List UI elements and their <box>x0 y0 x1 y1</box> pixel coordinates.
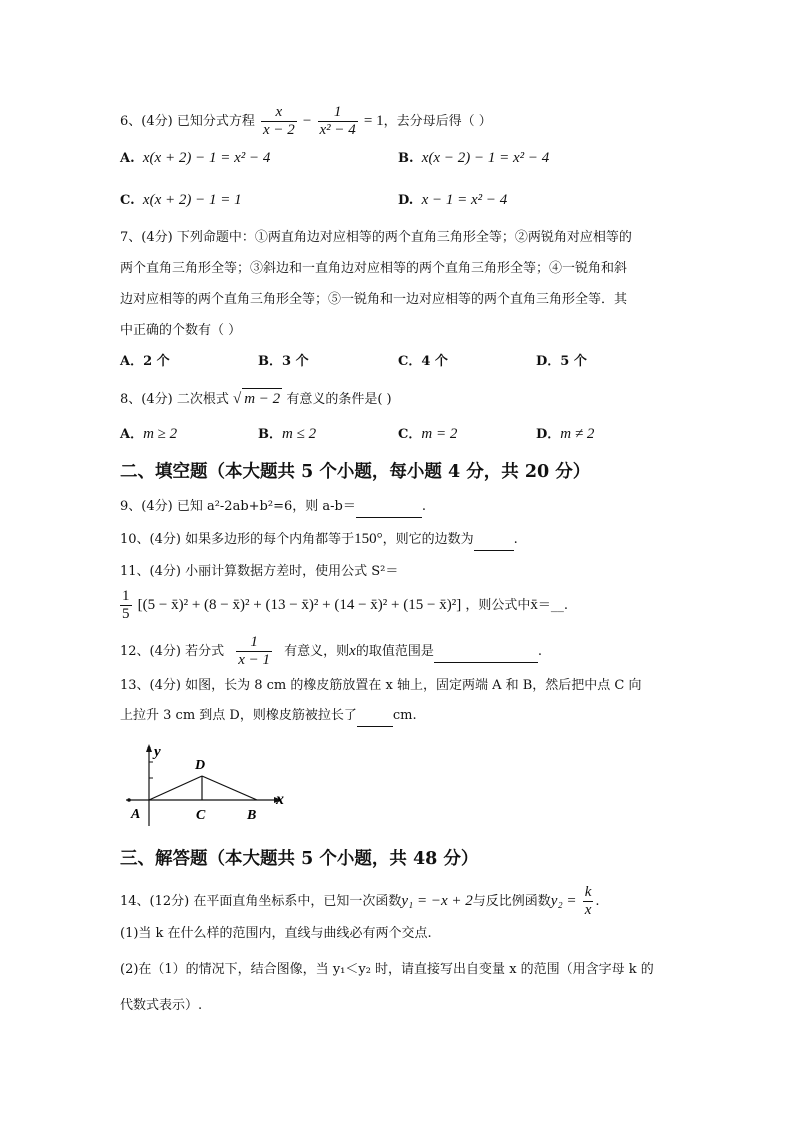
q14-part-1: (1)当 k 在什么样的范围内，直线与曲线必有两个交点. <box>120 926 432 941</box>
q8-option-d[interactable]: D．m ≠ 2 <box>536 426 595 442</box>
section-3-heading: 三、解答题（本大题共 5 个小题，共 48 分） <box>120 849 479 869</box>
q6-option-b[interactable]: B. x(x − 2) − 1 = x² − 4 <box>398 150 550 166</box>
q8-option-c[interactable]: C．m = 2 <box>398 426 458 442</box>
q11-coefficient: $\frac{1}{5}$ <box>122 588 130 622</box>
q7-option-b[interactable]: B．3 个 <box>258 354 309 369</box>
q6-fraction-2: $\frac{1}{\text{x² − 4}}$ <box>319 104 356 138</box>
label-y: y <box>154 744 161 760</box>
q13-answer-blank[interactable] <box>357 706 393 727</box>
q10-stem: 10、(4分) 如果多边形的每个内角都等于150°，则它的边数为 . <box>120 529 518 551</box>
q7-line-3: 边对应相等的两个直角三角形全等；⑤一锐角和一边对应相等的两个直角三角形全等．其 <box>120 292 628 307</box>
q14-part-2-line-2: 代数式表示）. <box>120 998 203 1013</box>
q14-part-2-line-1: (2)在（1）的情况下，结合图像，当 y₁＜y₂ 时，请直接写出自变量 x 的范围（用含字母 k 的 <box>120 962 654 977</box>
q11-bracket-expression: [(5 − x̄)² + (8 − x̄)² + (13 − x̄)² + (14 − x̄)² + (15 − x̄)²] <box>137 597 462 613</box>
label-x: x <box>276 791 284 808</box>
q14-fraction: $\frac{k}{x}$ <box>584 884 592 918</box>
q6-fraction-1: $\frac{x}{x - 2}$ <box>262 104 295 138</box>
q7-option-c[interactable]: C．4 个 <box>398 354 448 369</box>
q11-line-1: 11、(4分) 小丽计算数据方差时，使用公式 S²＝ <box>120 564 399 579</box>
q13-figure <box>120 738 300 828</box>
q11-formula: $\frac{1}{5}$ [(5 − x̄)² + (8 − x̄)² + (13 − x̄)² + (14 − x̄)² + (15 − x̄)²] ，则公式中x̄＝__. <box>122 588 568 622</box>
label-c: C <box>196 808 206 823</box>
label-d: D <box>195 758 206 773</box>
q6-stem: 6、(4分) 已知分式方程 $\frac{x}{x - 2}$ − $\frac{1}{\text{x² − 4}}$ = 1，去分母后得（ ） <box>120 104 492 138</box>
q8-option-b[interactable]: B．m ≤ 2 <box>258 426 317 442</box>
q14-stem: 14、(12分) 在平面直角坐标系中，已知一次函数y₁ = −x + 2与反比例函数y₂ = $\frac{k}{x}$ . <box>120 884 600 918</box>
q10-answer-blank[interactable] <box>474 530 514 551</box>
section-2-heading: 二、填空题（本大题共 5 个小题，每小题 4 分，共 20 分） <box>120 462 591 482</box>
q9-answer-blank[interactable] <box>356 497 422 518</box>
q8-radicand: m − 2 <box>242 388 282 409</box>
q7-line-1: 7、(4分) 下列命题中：①两直角边对应相等的两个直角三角形全等；②两锐角对应相等的 <box>120 230 632 245</box>
q7-line-4: 中正确的个数有（ ） <box>120 323 242 338</box>
q12-stem: 12、(4分) 若分式 $\frac{1}{x - 1}$ 有意义，则x的取值范围是 . <box>120 634 542 668</box>
point-dot <box>127 798 131 802</box>
q9-stem: 9、(4分) 已知 a²-2ab+b²=6，则 a-b＝ . <box>120 497 426 518</box>
q12-fraction: $\frac{1}{x - 1}$ <box>238 634 271 668</box>
q7-line-2: 两个直角三角形全等；③斜边和一直角边对应相等的两个直角三角形全等；④一锐角和斜 <box>120 261 628 276</box>
q7-option-a[interactable]: A．2 个 <box>120 354 170 369</box>
label-a: A <box>131 807 141 822</box>
point-dot <box>147 746 150 749</box>
q6-head: 6、(4分) 已知分式方程 <box>120 114 255 129</box>
q7-option-d[interactable]: D．5 个 <box>536 354 587 369</box>
q12-answer-blank[interactable] <box>434 642 538 663</box>
q13-line-2: 上拉升 3 cm 到点 D，则橡皮筋被拉长了 cm. <box>120 706 417 727</box>
q8-option-a[interactable]: A．m ≥ 2 <box>120 426 178 442</box>
segment-ad <box>149 776 202 800</box>
q6-option-a[interactable]: A. x(x + 2) − 1 = x² − 4 <box>120 150 271 166</box>
sqrt-sign-icon: √ <box>232 391 242 407</box>
q6-tail: ，去分母后得（ ） <box>383 114 492 129</box>
q13-line-1: 13、(4分) 如图，长为 8 cm 的橡皮筋放置在 x 轴上，固定两端 A 和 B，然后把中点 C 向 <box>120 678 642 693</box>
q8-stem: 8、(4分) 二次根式 √ m − 2 有意义的条件是( ) <box>120 388 392 410</box>
label-b: B <box>247 808 257 823</box>
q6-option-c[interactable]: C. x(x + 2) − 1 = 1 <box>120 192 242 208</box>
segment-db <box>202 776 257 800</box>
q6-option-d[interactable]: D. x − 1 = x² − 4 <box>398 192 508 208</box>
